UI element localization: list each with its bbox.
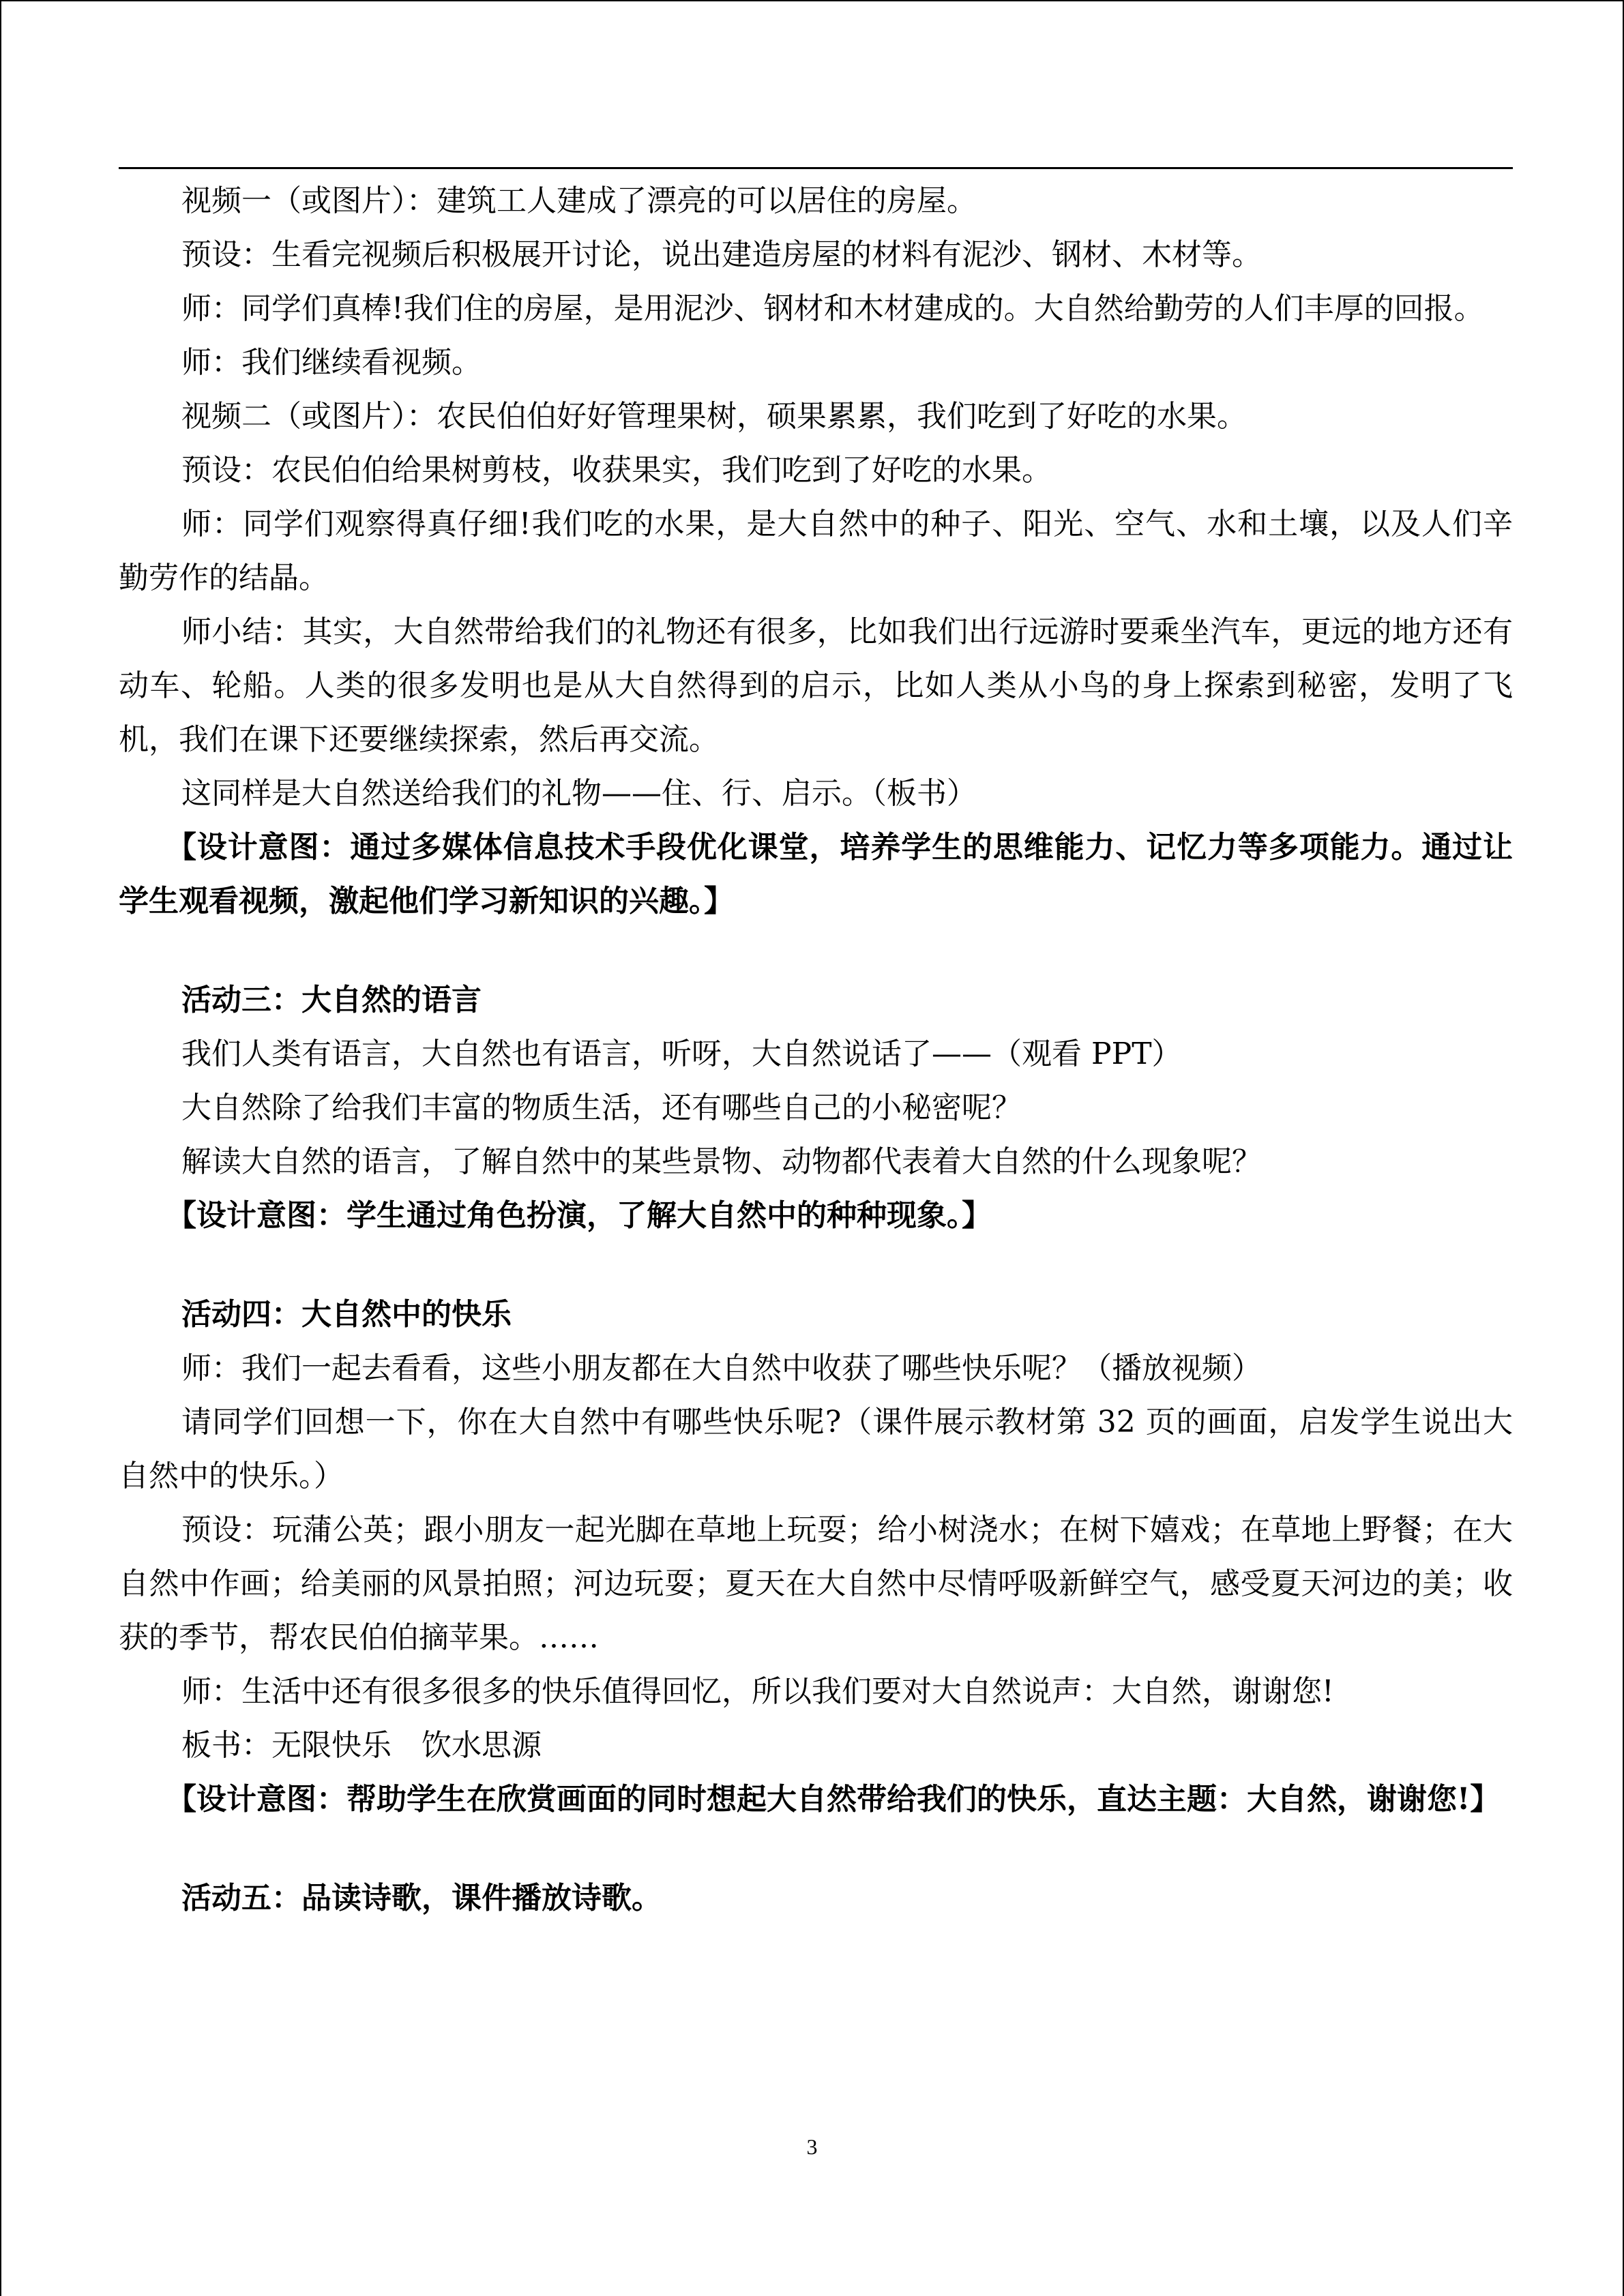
design-intent-note-2: 【设计意图：学生通过角色扮演，了解大自然中的种种现象。】 [166,1198,992,1233]
section-gap [119,1242,1513,1287]
paragraph-nature-secrets: 大自然除了给我们丰富的物质生活，还有哪些自己的小秘密呢？ [181,1090,1022,1125]
paragraph-blackboard-joy: 板书：无限快乐 饮水思源 [181,1728,542,1763]
paragraph-teacher-summary: 师小结：其实，大自然带给我们的礼物还有很多，比如我们出行远游时要乘坐汽车，更远的地方还有动车、轮船。人类的很多发明也是从大自然得到的启示，比如人类从小鸟的身上探索到秘密，发明了飞机，我们在课下还要继续探索，然后再交流。 [119,614,1513,757]
paragraph-nature-language: 我们人类有语言，大自然也有语言，听呀，大自然说话了——（观看 PPT） [181,1037,1182,1071]
paragraph-teacher-fruit: 师：同学们观察得真仔细!我们吃的水果，是大自然中的种子、阳光、空气、水和土壤，以及人们辛勤劳作的结晶。 [119,507,1513,595]
page-number: 3 [806,2134,818,2159]
document-body [119,174,1513,1925]
design-intent-note-1: 【设计意图：通过多媒体信息技术手段优化课堂，培养学生的思维能力、记忆力等多项能力。通过让学生观看视频，激起他们学习新知识的兴趣。】 [119,830,1513,919]
paragraph-preset-fruit: 预设：农民伯伯给果树剪枝，收获果实，我们吃到了好吃的水果。 [181,453,1052,488]
paragraph-preset-joys: 预设：玩蒲公英；跟小朋友一起光脚在草地上玩耍；给小树浇水；在树下嬉戏；在草地上野餐；在大自然中作画；给美丽的风景拍照；河边玩耍；夏天在大自然中尽情呼吸新鲜空气，感受夏天河边的美；收获的季节，帮农民伯伯摘苹果。…… [119,1512,1513,1655]
section-gap [119,928,1513,973]
paragraph-recall-joy: 请同学们回想一下，你在大自然中有哪些快乐呢?（课件展示教材第 32 页的画面，启发学生说出大自然中的快乐。） [119,1405,1513,1493]
paragraph-interpret-language: 解读大自然的语言，了解自然中的某些景物、动物都代表着大自然的什么现象呢？ [181,1144,1262,1179]
paragraph-video-two: 视频二（或图片）：农民伯伯好好管理果树，硕果累累，我们吃到了好吃的水果。 [181,399,1247,434]
activity-five-heading: 活动五：品读诗歌，课件播放诗歌。 [181,1881,662,1915]
section-gap [119,1826,1513,1871]
paragraph-teacher-houses: 师：同学们真棒!我们住的房屋，是用泥沙、钢材和木材建成的。大自然给勤劳的人们丰厚的回报。 [181,291,1484,326]
activity-three-heading: 活动三：大自然的语言 [181,983,482,1017]
paragraph-preset-materials: 预设：生看完视频后积极展开讨论，说出建造房屋的材料有泥沙、钢材、木材等。 [181,237,1262,272]
paragraph-watch-video: 师：我们一起去看看，这些小朋友都在大自然中收获了哪些快乐呢？（播放视频） [181,1351,1262,1386]
paragraph-teacher-continue: 师：我们继续看视频。 [181,345,482,380]
design-intent-note-3: 【设计意图：帮助学生在欣赏画面的同时想起大自然带给我们的快乐，直达主题：大自然，谢谢您!】 [166,1782,1501,1817]
activity-four-heading: 活动四：大自然中的快乐 [181,1297,512,1332]
paragraph-teacher-thanks: 师：生活中还有很多很多的快乐值得回忆，所以我们要对大自然说声：大自然，谢谢您! [181,1674,1334,1709]
header-rule [119,167,1513,169]
paragraph-blackboard-gifts: 这同样是大自然送给我们的礼物——住、行、启示。（板书） [181,776,977,811]
paragraph-video-one: 视频一（或图片）：建筑工人建成了漂亮的可以居住的房屋。 [181,183,977,218]
